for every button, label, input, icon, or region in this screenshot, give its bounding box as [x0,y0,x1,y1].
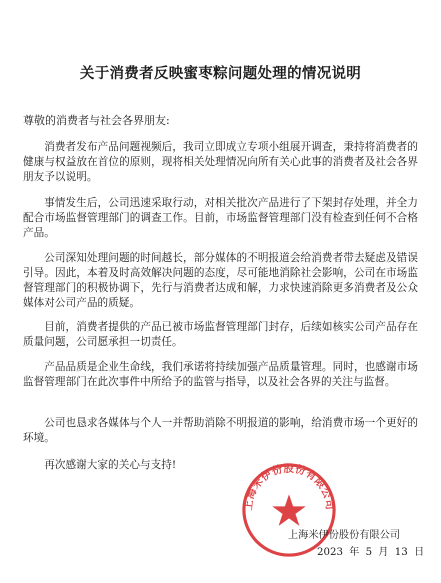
paragraph-6: 公司也恳求各媒体与个人一并帮助消除不明报道的影响，给消费市场一个更好的环境。 [23,417,418,444]
paragraph-5: 产品品质是企业生命线，我们承诺将持续加强产品质量管理。同时，也感谢市场监督管理部门在此次事件中所给予的监管与指导，以及社会各界的关注与监督。 [23,361,418,388]
paragraph-1: 消费者发布产品问题视频后，我司立即成立专项小组展开调查，秉持将消费者的健康与权益放在首位的原则，现将相关处理情况向所有关心此事的消费者及社会各界朋友予以说明。 [23,141,418,183]
signature-date: 2023 年 5 月 13 日 [317,547,425,558]
paragraph-2: 事情发生后，公司迅速采取行动，对相关批次产品进行了下架封存处理，并全力配合市场监督管理部门的调查工作。目前，市场监督管理部门没有检查到任何不合格产品。 [23,197,418,239]
salutation: 尊敬的消费者与社会各界朋友: [23,114,170,127]
star-icon [272,494,306,526]
paragraph-4: 目前，消费者提供的产品已被市场监督管理部门封存，后续如核实公司产品存在质量问题，公司愿承担一切责任。 [23,321,418,348]
paragraph-3: 公司深知处理问题的时间越长，部分媒体的不明报道会给消费者带去疑虑及错误引导。因此，本着及时高效解决问题的态度，尽可能地消除社会影响，公司在市场监督管理部门的积极协调下，先行与消费者达成和解，力求快速消除更多消费者及公众媒体对公司产品的质疑。 [23,252,418,309]
signature-company: 上海米伊份股份有限公司 [288,530,401,541]
document-title: 关于消费者反映蜜枣粽问题处理的情况说明 [79,66,362,82]
paragraph-7: 再次感谢大家的关心与支持! [44,459,177,471]
seal-text: 上海米伊份股份有限公司 [242,462,336,511]
